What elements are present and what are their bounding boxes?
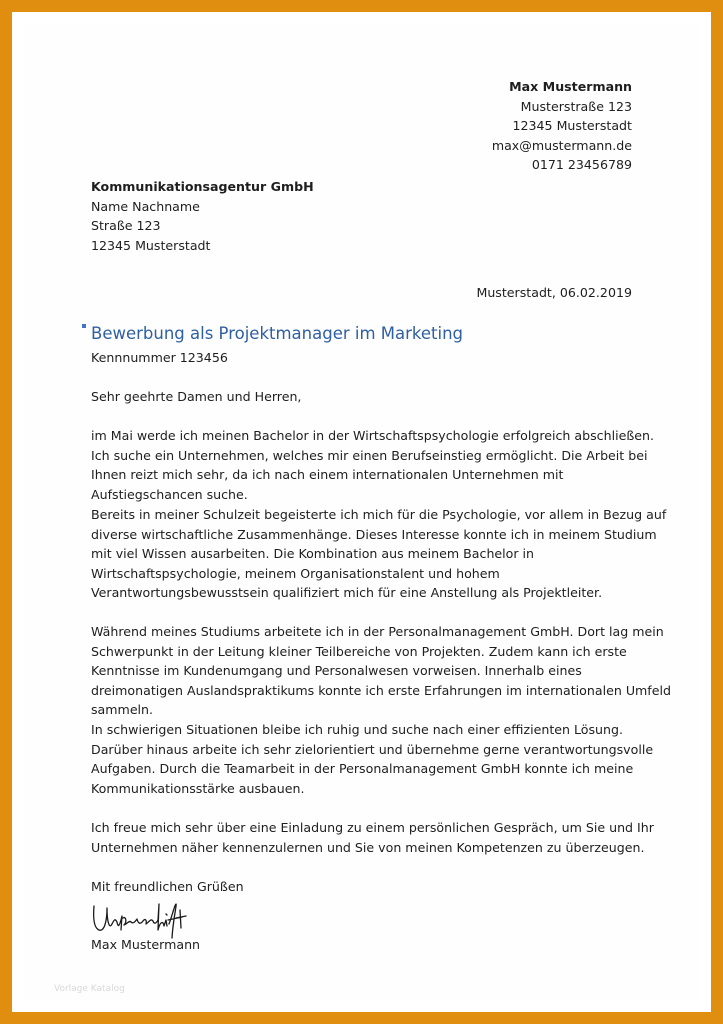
- body-paragraph: In schwierigen Situationen bleibe ich ruhig und suche nach einer effizienten Lösung. Darüber hinaus arbeite ich sehr zielorientiert und übernehme gerne verantwortungsvolle Aufgaben. Durch die Teamarbeit in der Personalmanagement GmbH konnte ich meine Kommunikationsstärke ausbauen.: [91, 722, 654, 796]
- sender-phone: 0171 23456789: [531, 157, 632, 173]
- body-paragraph: Ich freue mich sehr über eine Einladung zu einem persönlichen Gespräch, um Sie und Ihr Unternehmen näher kennenzulernen und Sie von meinen Kompetenzen zu überzeugen.: [91, 820, 654, 855]
- recipient-city: 12345 Musterstadt: [91, 237, 211, 253]
- recipient-contact: Name Nachname: [91, 198, 200, 214]
- recipient-block: [91, 177, 314, 255]
- handwritten-signature: [90, 900, 202, 940]
- closing-line: Mit freundlichen Grüßen: [91, 879, 244, 894]
- subject-marker-icon: [82, 324, 86, 328]
- signer-name: Max Mustermann: [91, 937, 201, 952]
- sender-name: Max Mustermann: [509, 79, 632, 94]
- watermark-text: Vorlage Katalog: [54, 984, 125, 994]
- body-paragraph: Während meines Studiums arbeitete ich in der Personalmanagement GmbH. Dort lag mein Schwerpunkt in der Leitung kleiner Teilbereiche von Projekten. Zudem kann ich erste Kenntnisse im Kundenumgang und Personalwesen vorweisen. Innerhalb eines dreimonatigen Auslandspraktikums konnte ich erste Erfahrungen im internationalen Umfeld sammeln.: [91, 624, 671, 718]
- letter-page: [24, 24, 699, 1000]
- salutation: Sehr geehrte Damen und Herren,: [91, 389, 302, 404]
- date-line: Musterstadt, 06.02.2019: [476, 285, 632, 300]
- sender-city: 12345 Musterstadt: [512, 118, 632, 134]
- sender-block: [492, 77, 632, 175]
- sender-street: Musterstraße 123: [520, 98, 632, 114]
- body-paragraph: Bereits in meiner Schulzeit begeisterte ich mich für die Psychologie, vor allem in Bezug auf diverse wirtschaftliche Zusammenhänge. Dieses Interesse konnte ich in meinem Studium mit viel Wissen ausarbeiten. Die Kombination aus meinem Bachelor in Wirtschaftspsychologie, meinem Organisationstalent und hohem Verantwortungsbewusstsein qualifiziert mich für eine Anstellung als Projektleiter.: [91, 507, 667, 601]
- reference-number: Kennnummer 123456: [91, 350, 228, 365]
- recipient-company: Kommunikationsagentur GmbH: [91, 179, 314, 194]
- sender-email: max@mustermann.de: [491, 137, 632, 153]
- subject-heading: Bewerbung als Projektmanager im Marketing: [91, 324, 464, 343]
- recipient-street: Straße 123: [91, 218, 161, 234]
- body-paragraph: im Mai werde ich meinen Bachelor in der Wirtschaftspsychologie erfolgreich abschließen. Ich suche ein Unternehmen, welches mir einen Berufseinstieg ermöglicht. Die Arbeit bei Ihnen reizt mich sehr, da ich nach einem internationalen Unternehmen mit Aufstiegschancen suche.: [91, 428, 655, 502]
